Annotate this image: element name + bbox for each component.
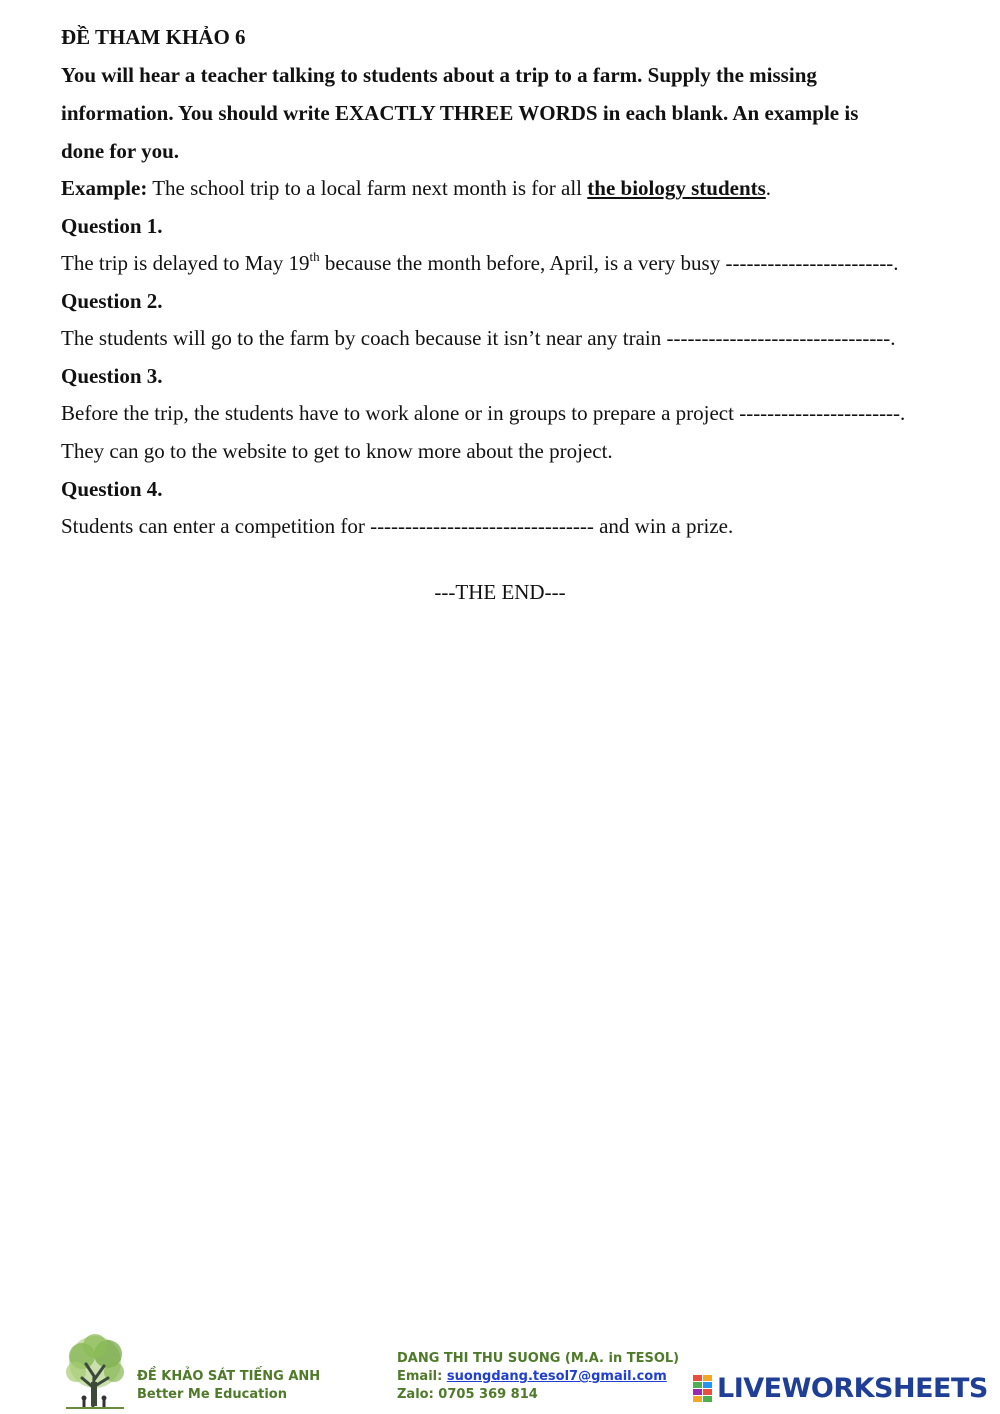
- brand-block: [137, 1368, 320, 1404]
- email-label: Email:: [397, 1369, 447, 1384]
- question-3-text-2: They can go to the website to get to know more about the project.: [61, 439, 613, 463]
- liveworksheets-text: LIVEWORKSHEETS: [717, 1373, 988, 1404]
- tree-logo-icon: [58, 1332, 132, 1410]
- brand-subtitle: Better Me Education: [137, 1387, 287, 1402]
- question-4-label: Question 4.: [61, 477, 163, 501]
- contact-block: [397, 1350, 679, 1404]
- zalo-line: Zalo: 0705 369 814: [397, 1387, 538, 1402]
- liveworksheets-icon: [693, 1375, 713, 1403]
- brand-title: ĐỀ KHẢO SÁT TIẾNG ANH: [137, 1369, 321, 1384]
- question-3-text: Before the trip, the students have to work alone or in groups to prepare a project -----------------------.: [61, 401, 906, 425]
- example-label: Example:: [61, 176, 148, 200]
- question-1-label: Question 1.: [61, 214, 163, 238]
- instruction-line-1: You will hear a teacher talking to students about a trip to a farm. Supply the missing: [61, 63, 817, 87]
- page-footer: [0, 1320, 1000, 1414]
- instruction-line-3: done for you.: [61, 139, 180, 163]
- example-text: The school trip to a local farm next month is for all: [147, 176, 588, 200]
- email-link[interactable]: suongdang.tesol7@gmail.com: [446, 1369, 667, 1384]
- question-1-text: [61, 250, 899, 276]
- email-line: [397, 1368, 679, 1386]
- question-1-sup: th: [309, 249, 320, 264]
- question-4-text: Students can enter a competition for -------------------------------- and win a prize.: [61, 514, 734, 538]
- page-title: ĐỀ THAM KHẢO 6: [61, 25, 246, 49]
- author-name: DANG THI THU SUONG (M.A. in TESOL): [397, 1351, 680, 1366]
- question-1-before: The trip is delayed to May 19: [61, 251, 310, 275]
- example-end: .: [765, 176, 772, 200]
- question-3-label: Question 3.: [61, 364, 163, 388]
- question-2-text: The students will go to the farm by coach because it isn’t near any train --------------------------------.: [61, 326, 896, 350]
- end-marker: ---THE END---: [434, 580, 566, 604]
- example-line: [61, 175, 771, 201]
- instruction-line-2: information. You should write EXACTLY THREE WORDS in each blank. An example is: [61, 101, 859, 125]
- question-1-after: because the month before, April, is a very busy ------------------------.: [319, 251, 899, 275]
- question-2-label: Question 2.: [61, 289, 163, 313]
- example-answer: the biology students: [587, 176, 766, 200]
